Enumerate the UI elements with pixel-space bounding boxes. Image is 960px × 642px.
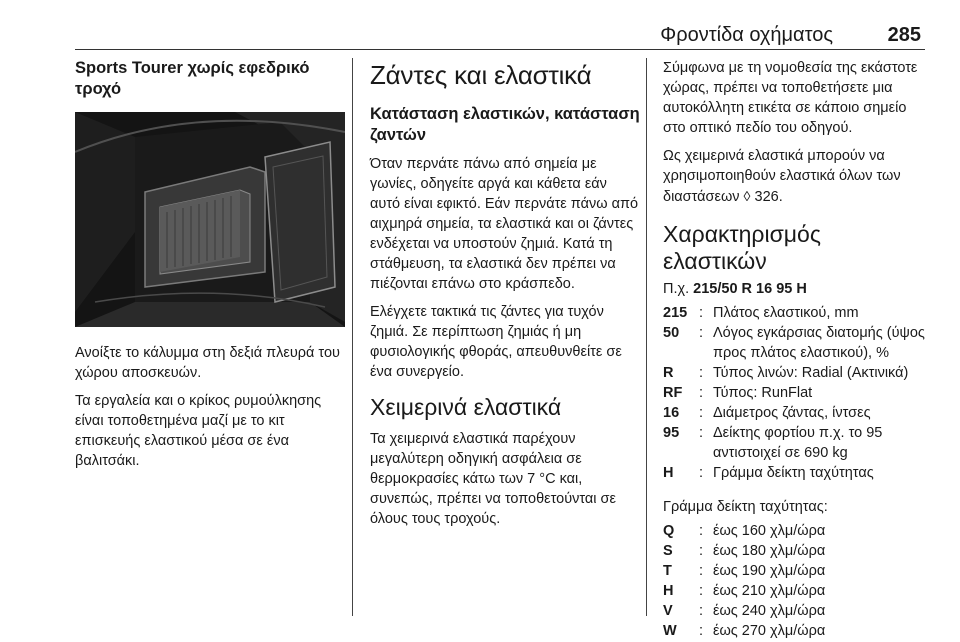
subheading: Sports Tourer χωρίς εφεδρικό τροχό	[75, 59, 310, 98]
paragraph: Ελέγχετε τακτικά τις ζάντες για τυχόν ζημιά. Σε περίπτωση ζημιάς ή μη φυσιολογικής φθοράς, απευθυνθείτε σε ένα συνεργείο.	[370, 304, 622, 380]
paragraph: Σύμφωνα με τη νομοθεσία της εκάστοτε χώρας, πρέπει να τοποθετήσετε μια αυτοκόλλητη ετικέτα σε κάποιο σημείο στο οπτικό πεδίο του οδηγού.	[663, 60, 918, 136]
definition-key: 50	[663, 325, 680, 341]
definition-key: H	[663, 465, 674, 481]
speed-row	[663, 541, 928, 561]
definition-separator: :	[699, 365, 704, 381]
definition-separator: :	[699, 543, 704, 559]
definition-value: Τύπος λινών: Radial (Ακτινικά)	[713, 365, 909, 381]
definition-separator: :	[699, 405, 704, 421]
section-heading: Χειμερινά ελαστικά	[370, 394, 562, 420]
spec-row	[663, 403, 928, 423]
definition-key: H	[663, 583, 674, 599]
speed-row	[663, 581, 928, 601]
definition-separator: :	[699, 425, 704, 441]
column-right	[663, 58, 928, 641]
definition-value: έως 180 χλμ/ώρα	[713, 543, 826, 559]
paragraph: Τα εργαλεία και ο κρίκος ρυμούλκησης είναι τοποθετημένα μαζί με το κιτ επισκευής ελαστικού μέσα σε ένα βαλιτσάκι.	[75, 393, 322, 469]
header-rule	[75, 49, 925, 50]
definition-separator: :	[699, 325, 704, 341]
example-code: 215/50 R 16 95 H	[693, 281, 807, 297]
speed-index-list	[663, 521, 928, 641]
definition-key: Q	[663, 523, 675, 539]
trunk-toolkit-illustration	[75, 112, 345, 327]
spec-row	[663, 303, 928, 323]
subheading: Κατάσταση ελαστικών, κατάσταση ζαντών	[370, 105, 640, 144]
paragraph-text: Ως χειμερινά ελαστικά μπορούν να χρησιμοποιηθούν ελαστικά όλων των διαστάσεων	[663, 148, 901, 205]
definition-separator: :	[699, 465, 704, 481]
definition-separator: :	[699, 563, 704, 579]
speed-row	[663, 601, 928, 621]
definition-value: Διάμετρος ζάντας, ίντσες	[713, 405, 871, 421]
speed-row	[663, 621, 928, 641]
spec-row	[663, 463, 928, 483]
cross-reference-icon: ◊	[743, 188, 751, 204]
spec-row	[663, 363, 928, 383]
definition-value: Γράμμα δείκτη ταχύτητας	[713, 465, 874, 481]
definition-value: έως 190 χλμ/ώρα	[713, 563, 826, 579]
column-divider	[646, 58, 647, 616]
definition-key: 215	[663, 305, 688, 321]
definition-separator: :	[699, 305, 704, 321]
section-title: Φροντίδα οχήματος	[660, 24, 833, 46]
definition-key: W	[663, 623, 677, 639]
definition-separator: :	[699, 385, 704, 401]
paragraph: Τα χειμερινά ελαστικά παρέχουν μεγαλύτερη οδηγική ασφάλεια σε θερμοκρασίες κάτω των 7 °C και, συνεπώς, πρέπει να τοποθετούνται σε όλους τους τροχούς.	[370, 431, 616, 527]
definition-value: Λόγος εγκάρσιας διατομής (ύψος προς πλάτος ελαστικού), %	[713, 325, 925, 361]
column-left	[75, 58, 345, 479]
definition-value: έως 160 χλμ/ώρα	[713, 523, 826, 539]
definition-key: 16	[663, 405, 680, 421]
paragraph	[663, 146, 928, 207]
page-number: 285	[887, 24, 921, 46]
definition-key: 95	[663, 425, 680, 441]
definition-key: S	[663, 543, 673, 559]
definition-key: R	[663, 365, 674, 381]
tire-spec-list	[663, 303, 928, 483]
definition-key: RF	[663, 385, 683, 401]
paragraph: Όταν περνάτε πάνω από σημεία με γωνίες, οδηγείτε αργά και κάθετα εάν αυτό είναι εφικτό. Εάν περνάτε πάνω από αιχμηρά σημεία, τα ελαστικά και οι ζάντες ενδέχεται να υποστούν ζημιά. Κατά τη στάθμευση, τα ελαστικά δεν πρέπει να πιέζονται επάνω στο κράσπεδο.	[370, 156, 639, 292]
definition-value: έως 270 χλμ/ώρα	[713, 623, 826, 639]
spec-row	[663, 383, 928, 403]
spec-row	[663, 323, 928, 363]
definition-value: έως 240 χλμ/ώρα	[713, 603, 826, 619]
column-divider	[352, 58, 353, 616]
page-reference[interactable]: 326.	[754, 189, 783, 205]
paragraph: Γράμμα δείκτη ταχύτητας:	[663, 499, 828, 515]
definition-separator: :	[699, 603, 704, 619]
definition-value: Τύπος: RunFlat	[713, 385, 813, 401]
speed-row	[663, 561, 928, 581]
definition-separator: :	[699, 623, 704, 639]
section-heading: Ζάντες και ελαστικά	[370, 60, 592, 90]
definition-value: Δείκτης φορτίου π.χ. το 95 αντιστοιχεί σε 690 kg	[713, 425, 883, 461]
paragraph: Ανοίξτε το κάλυμμα στη δεξιά πλευρά του χώρου αποσκευών.	[75, 345, 340, 381]
section-heading: Χαρακτηρισμός ελαστικών	[663, 221, 821, 274]
page-header	[75, 0, 925, 50]
column-middle	[370, 58, 640, 537]
definition-value: Πλάτος ελαστικού, mm	[713, 305, 859, 321]
example-prefix: Π.χ.	[663, 281, 690, 297]
definition-key: V	[663, 603, 673, 619]
definition-separator: :	[699, 583, 704, 599]
speed-row	[663, 521, 928, 541]
definition-key: T	[663, 563, 672, 579]
spec-row	[663, 423, 928, 463]
example-line	[663, 279, 928, 299]
definition-separator: :	[699, 523, 704, 539]
definition-value: έως 210 χλμ/ώρα	[713, 583, 826, 599]
